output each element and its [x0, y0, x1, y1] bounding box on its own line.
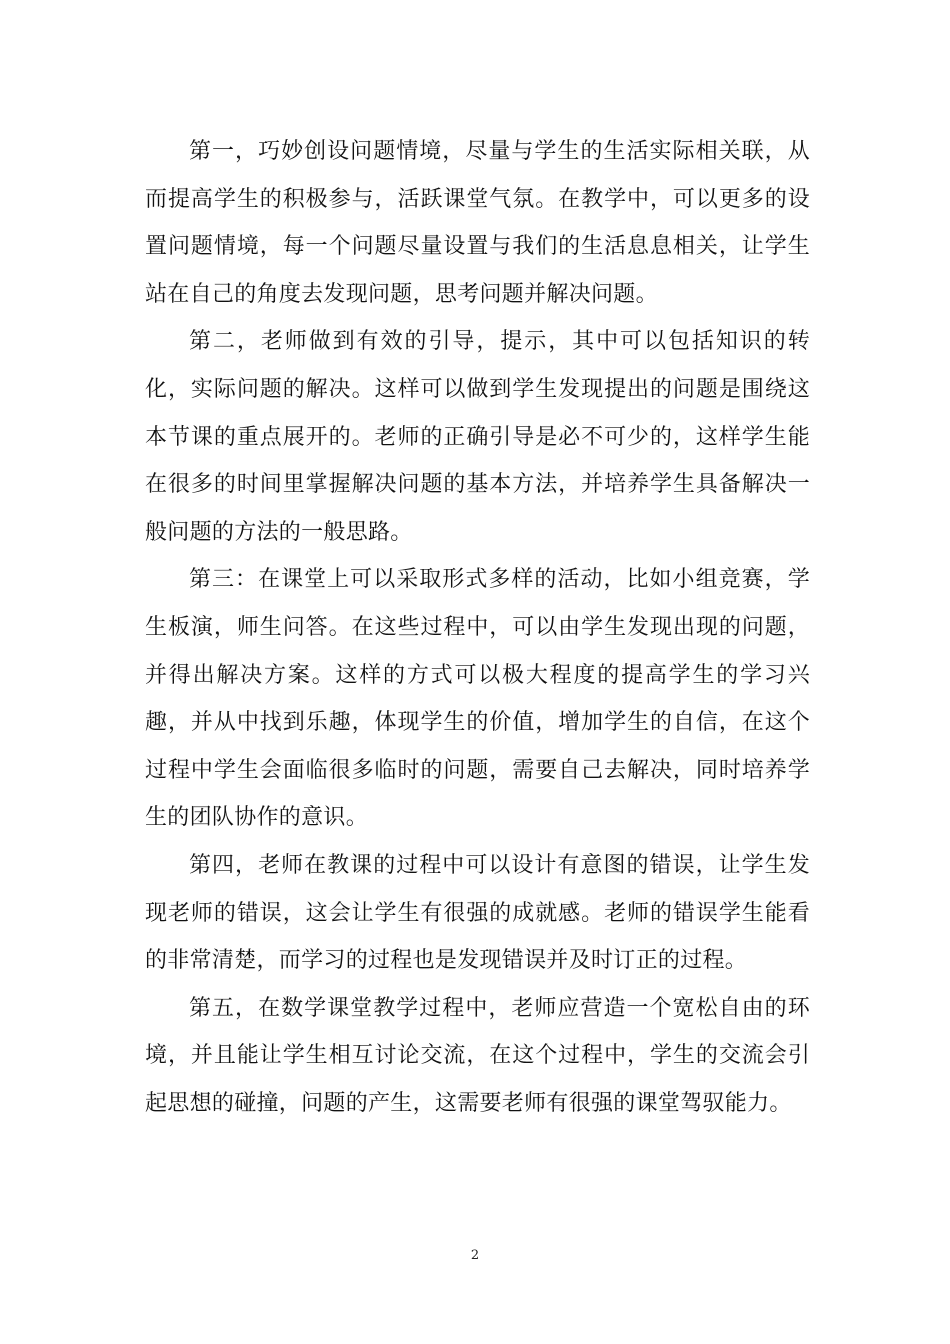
paragraph-1: 第一，巧妙创设问题情境，尽量与学生的生活实际相关联，从而提高学生的积极参与，活跃课堂气氛。在教学中，可以更多的设置问题情境，每一个问题尽量设置与我们的生活息息相关，让学生站在自己的角度去发现问题，思考问题并解决问题。 — [145, 139, 810, 307]
page-number: 2 — [470, 1248, 480, 1263]
document-body — [145, 128, 810, 1127]
paragraph-2: 第二，老师做到有效的引导，提示，其中可以包括知识的转化，实际问题的解决。这样可以做到学生发现提出的问题是围绕这本节课的重点展开的。老师的正确引导是必不可少的，这样学生能在很多的时间里掌握解决问题的基本方法，并培养学生具备解决一般问题的方法的一般思路。 — [145, 329, 810, 545]
paragraph-4: 第四，老师在教课的过程中可以设计有意图的错误，让学生发现老师的错误，这会让学生有很强的成就感。老师的错误学生能看的非常清楚，而学习的过程也是发现错误并及时订正的过程。 — [145, 852, 810, 974]
paragraph-3: 第三：在课堂上可以采取形式多样的活动，比如小组竞赛，学生板演，师生问答。在这些过程中，可以由学生发现出现的问题，并得出解决方案。这样的方式可以极大程度的提高学生的学习兴趣，并从中找到乐趣，体现学生的价值，增加学生的自信，在这个过程中学生会面临很多临时的问题，需要自己去解决，同时培养学生的团队协作的意识。 — [145, 567, 810, 831]
paragraph-5: 第五，在数学课堂教学过程中，老师应营造一个宽松自由的环境，并且能让学生相互讨论交流，在这个过程中，学生的交流会引起思想的碰撞，问题的产生，这需要老师有很强的课堂驾驭能力。 — [145, 995, 810, 1116]
